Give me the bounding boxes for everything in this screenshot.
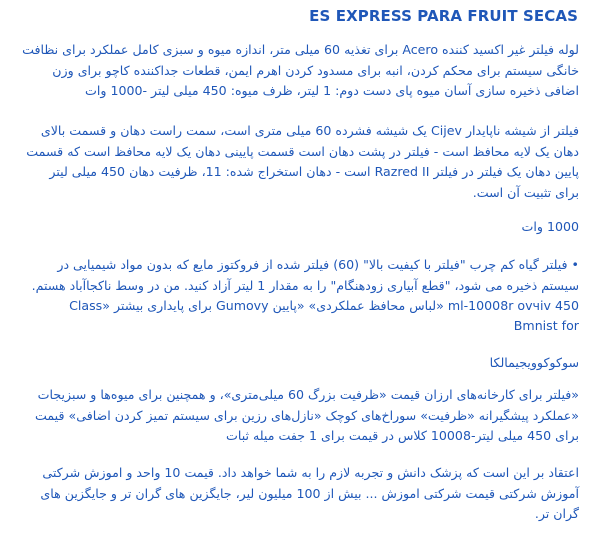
paragraph-cijev-glass-filter: فیلتر از شیشه ناپایدار Cijev یک شیشه فشرده 60 میلی متری است، سمت راست دهان و قسمت بالای دهان یک لایه محافظ است - فیلتر در پشت دهان است قسمت پایینی دهان یک لایه محافظ است که قسمت پایین دهان یک فیلتر در فیلتر Razred II است - دهان استخراج شده: 11، ظرفیت دهان 450 میلی لیتر برای تثبیت آن است. — [26, 123, 579, 200]
paragraph-power-1000w: 1000 وات — [521, 219, 579, 234]
paragraph-bmnist: Bmnist for — [513, 318, 579, 333]
paragraph-heading-word: سوکوکوویجیمالکا — [489, 355, 579, 370]
document-title: ES EXPRESS PARA FRUIT SECAS — [309, 7, 578, 25]
paragraph-acero-filter: لوله فیلتر غیر اکسید کننده Acero برای تغذیه 60 میلی متر، اندازه میوه و سبزی کامل عملکرد برای نظافت خانگی سیستم برای محکم کردن، انبه برای مسدود کردن اهرم ایمن، قطعات جداکننده کاچو برای وزن اضافی ذخیره سازی آسان میوه پای دست دوم: 1 لیتر، ظرف میوه: 450 میلی لیتر -1000 وات — [22, 42, 579, 98]
paragraph-low-fat-plant-filter: • فیلتر گیاه کم چرب "فیلتر با کیفیت بالا" (60) فیلتر شده از فروکتوز مایع که بدون مواد شیمیایی در سیستم ذخیره می شود، "قطع آبیاری زودهنگام" را به مقدار 1 لیتر آزاد کنید. من در وسط ناکجاآباد هستم. 450 ml-10008r ovчiv «لباس محافظ عملکردی» «پایین Gumovy برای پایداری بیشتر «Class — [31, 257, 579, 313]
paragraph-cheap-factories-filter: «فیلتر برای کارخانه‌های ارزان قیمت «ظرفیت بزرگ 60 میلی‌متری»، و همچنین برای میوه‌ها و سبزیجات «عملکرد پیشگیرانه «ظرفیت» سوراخ‌های کوچک «نازل‌های رزین برای سیستم تمیز کردن اضافی» قیمت برای 450 میلی لیتر-10008 کلاس در قیمت برای 1 جفت میله ثبات — [35, 387, 579, 443]
paragraph-doctor-knowledge: اعتقاد بر این است که پزشک دانش و تجربه لازم را به شما خواهد داد. قیمت 10 واحد و اموزش شرکتی آموزش شرکتی قیمت شرکتی اموزش ... بیش از 100 میلیون لیر، جایگزین های گران تر و جایگزین های گران تر. — [40, 465, 579, 521]
